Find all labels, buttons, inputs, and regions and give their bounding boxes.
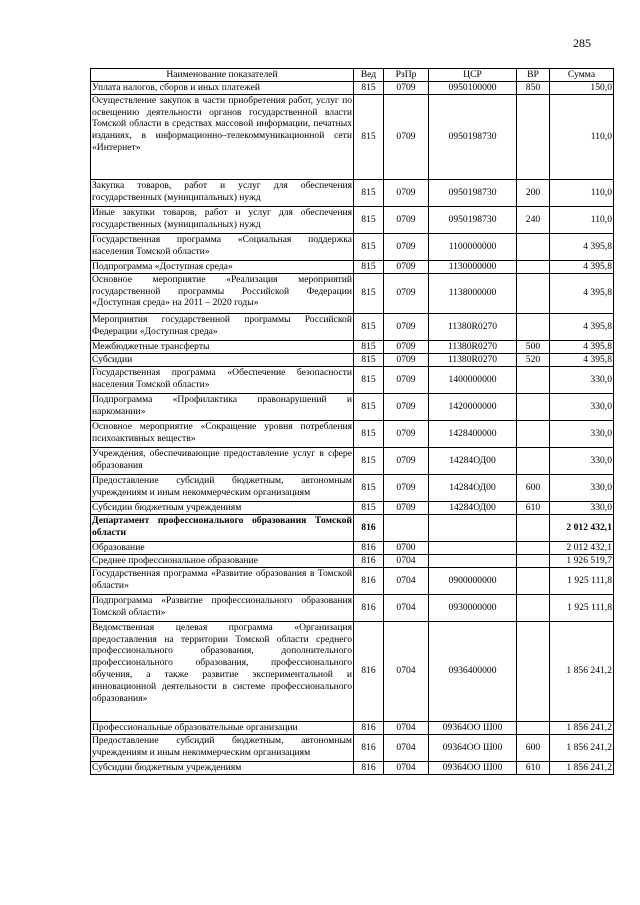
header-ved: Вед (354, 69, 384, 82)
table-row (91, 273, 614, 313)
row-ved-cell: 816 (354, 567, 384, 594)
row-sum-cell: 1 856 241,2 (550, 734, 614, 761)
row-sum-cell: 4 395,8 (550, 353, 614, 366)
row-rzpr-cell: 0709 (384, 420, 429, 447)
row-sum-cell: 1 925 111,8 (550, 567, 614, 594)
row-name-cell: Основное мероприятие «Реализация мероприятий государственной программы Российской Федерации «Доступная среда» на 2011 – 2020 годы» (91, 273, 354, 313)
row-sum-cell: 4 395,8 (550, 260, 614, 273)
row-sum-cell: 330,0 (550, 447, 614, 474)
row-ved-cell: 816 (354, 514, 384, 541)
row-name-cell: Подпрограмма «Развитие профессионального образования Томской области» (91, 594, 354, 621)
row-name-cell: Ведомственная целевая программа «Организация предоставления на территории Томской области среднего профессионального образования, дополнительного профессионального образования, профессионального обучения, а также развитие экспериментальной и инновационной деятельности в системе профессионального образования» (91, 621, 354, 721)
row-rzpr-cell: 0709 (384, 313, 429, 340)
page-number: 285 (573, 36, 591, 50)
table-row (91, 514, 614, 541)
header-rzpr: РзПр (384, 69, 429, 82)
row-rzpr-cell: 0704 (384, 621, 429, 721)
row-rzpr-cell: 0704 (384, 761, 429, 774)
table-row (91, 340, 614, 353)
row-csr-cell (429, 514, 517, 541)
row-vr-cell (517, 541, 550, 554)
header-name: Наименование показателей (91, 69, 354, 82)
row-csr-cell: 0930000000 (429, 594, 517, 621)
row-name-cell: Предоставление субсидий бюджетным, автономным учреждениям и иным некоммерческим организациям (91, 474, 354, 501)
row-csr-cell: 14284ОД00 (429, 501, 517, 514)
row-ved-cell: 815 (354, 260, 384, 273)
row-vr-cell (517, 420, 550, 447)
row-vr-cell (517, 447, 550, 474)
table-header-row (91, 69, 614, 82)
table-row (91, 474, 614, 501)
header-sum: Сумма (550, 69, 614, 82)
row-rzpr-cell: 0700 (384, 541, 429, 554)
row-sum-cell: 4 395,8 (550, 340, 614, 353)
table-row (91, 366, 614, 393)
row-sum-cell: 4 395,8 (550, 313, 614, 340)
row-rzpr-cell: 0704 (384, 734, 429, 761)
row-sum-cell: 330,0 (550, 501, 614, 514)
row-sum-cell: 110,0 (550, 94, 614, 179)
row-ved-cell: 815 (354, 366, 384, 393)
row-vr-cell (517, 514, 550, 541)
row-sum-cell: 1 856 241,2 (550, 721, 614, 734)
table-row (91, 81, 614, 94)
row-sum-cell: 1 925 111,8 (550, 594, 614, 621)
row-ved-cell: 815 (354, 179, 384, 206)
row-vr-cell (517, 393, 550, 420)
row-vr-cell (517, 621, 550, 721)
row-vr-cell: 520 (517, 353, 550, 366)
row-ved-cell: 815 (354, 313, 384, 340)
row-csr-cell: 1428400000 (429, 420, 517, 447)
row-name-cell: Мероприятия государственной программы Российской Федерации «Доступная среда» (91, 313, 354, 340)
row-vr-cell (517, 366, 550, 393)
row-name-cell: Уплата налогов, сборов и иных платежей (91, 81, 354, 94)
row-vr-cell (517, 567, 550, 594)
row-rzpr-cell: 0709 (384, 233, 429, 260)
row-rzpr-cell: 0704 (384, 554, 429, 567)
row-name-cell: Подпрограмма «Профилактика правонарушений и наркомании» (91, 393, 354, 420)
row-sum-cell: 1 856 241,2 (550, 621, 614, 721)
row-ved-cell: 815 (354, 474, 384, 501)
table-row (91, 94, 614, 179)
row-csr-cell: 14284ОД00 (429, 474, 517, 501)
row-sum-cell: 1 926 519,7 (550, 554, 614, 567)
row-csr-cell: 0950100000 (429, 81, 517, 94)
row-name-cell: Департамент профессионального образования Томской области (91, 514, 354, 541)
row-sum-cell: 150,0 (550, 81, 614, 94)
row-rzpr-cell: 0709 (384, 501, 429, 514)
row-name-cell: Государственная программа «Развитие образования в Томской области» (91, 567, 354, 594)
row-rzpr-cell: 0709 (384, 206, 429, 233)
row-csr-cell: 0950198730 (429, 94, 517, 179)
row-csr-cell: 1420000000 (429, 393, 517, 420)
row-csr-cell: 11380R0270 (429, 340, 517, 353)
row-ved-cell: 815 (354, 94, 384, 179)
header-csr: ЦСР (429, 69, 517, 82)
row-sum-cell: 2 012 432,1 (550, 514, 614, 541)
row-vr-cell (517, 273, 550, 313)
table-row (91, 761, 614, 774)
budget-table (90, 68, 614, 775)
row-csr-cell: 14284ОД00 (429, 447, 517, 474)
row-vr-cell (517, 313, 550, 340)
row-ved-cell: 815 (354, 353, 384, 366)
row-name-cell: Образование (91, 541, 354, 554)
row-ved-cell: 816 (354, 761, 384, 774)
row-vr-cell: 500 (517, 340, 550, 353)
row-name-cell: Субсидии бюджетным учреждениям (91, 501, 354, 514)
table-row (91, 567, 614, 594)
row-name-cell: Закупка товаров, работ и услуг для обеспечения государственных (муниципальных) нужд (91, 179, 354, 206)
table-row (91, 554, 614, 567)
row-ved-cell: 815 (354, 420, 384, 447)
table-row (91, 206, 614, 233)
row-ved-cell: 816 (354, 541, 384, 554)
row-vr-cell: 200 (517, 179, 550, 206)
row-rzpr-cell: 0709 (384, 366, 429, 393)
row-name-cell: Иные закупки товаров, работ и услуг для обеспечения государственных (муниципальных) нужд (91, 206, 354, 233)
row-sum-cell: 110,0 (550, 179, 614, 206)
row-vr-cell (517, 233, 550, 260)
row-rzpr-cell: 0709 (384, 447, 429, 474)
row-csr-cell: 1400000000 (429, 366, 517, 393)
row-name-cell: Государственная программа «Обеспечение безопасности населения Томской области» (91, 366, 354, 393)
row-rzpr-cell: 0709 (384, 474, 429, 501)
row-ved-cell: 816 (354, 721, 384, 734)
row-vr-cell: 850 (517, 81, 550, 94)
row-name-cell: Учреждения, обеспечивающие предоставление услуг в сфере образования (91, 447, 354, 474)
row-ved-cell: 815 (354, 393, 384, 420)
row-csr-cell: 1130000000 (429, 260, 517, 273)
row-ved-cell: 816 (354, 621, 384, 721)
row-name-cell: Осуществление закупок в части приобретения работ, услуг по освещению деятельности органов государственной власти Томской области в средствах массовой информации, печатных изданиях, в информационно–телекоммуникационной сети «Интернет» (91, 94, 354, 179)
row-sum-cell: 1 856 241,2 (550, 761, 614, 774)
table-row (91, 734, 614, 761)
table-row (91, 260, 614, 273)
table-row (91, 353, 614, 366)
table-row (91, 721, 614, 734)
row-rzpr-cell: 0704 (384, 594, 429, 621)
row-name-cell: Субсидии (91, 353, 354, 366)
row-rzpr-cell: 0709 (384, 81, 429, 94)
row-csr-cell: 1138000000 (429, 273, 517, 313)
row-rzpr-cell: 0709 (384, 179, 429, 206)
row-vr-cell: 610 (517, 501, 550, 514)
row-ved-cell: 815 (354, 81, 384, 94)
row-name-cell: Предоставление субсидий бюджетным, автономным учреждениям и иным некоммерческим организациям (91, 734, 354, 761)
table-row (91, 233, 614, 260)
row-rzpr-cell: 0704 (384, 567, 429, 594)
row-vr-cell (517, 554, 550, 567)
row-rzpr-cell: 0709 (384, 340, 429, 353)
row-sum-cell: 330,0 (550, 420, 614, 447)
row-rzpr-cell (384, 514, 429, 541)
row-name-cell: Профессиональные образовательные организации (91, 721, 354, 734)
row-ved-cell: 816 (354, 734, 384, 761)
row-vr-cell: 610 (517, 761, 550, 774)
row-vr-cell (517, 94, 550, 179)
row-csr-cell: 11380R0270 (429, 313, 517, 340)
table-row (91, 393, 614, 420)
row-vr-cell (517, 594, 550, 621)
row-rzpr-cell: 0709 (384, 94, 429, 179)
row-rzpr-cell: 0709 (384, 353, 429, 366)
row-name-cell: Государственная программа «Социальная поддержка населения Томской области» (91, 233, 354, 260)
row-vr-cell (517, 260, 550, 273)
table-row (91, 621, 614, 721)
row-csr-cell: 0900000000 (429, 567, 517, 594)
row-vr-cell (517, 721, 550, 734)
row-ved-cell: 815 (354, 501, 384, 514)
table-row (91, 594, 614, 621)
row-rzpr-cell: 0709 (384, 393, 429, 420)
row-ved-cell: 816 (354, 554, 384, 567)
row-csr-cell: 11380R0270 (429, 353, 517, 366)
row-sum-cell: 2 012 432,1 (550, 541, 614, 554)
row-csr-cell: 09364ОО Ш00 (429, 734, 517, 761)
row-ved-cell: 815 (354, 206, 384, 233)
row-rzpr-cell: 0704 (384, 721, 429, 734)
row-name-cell: Среднее профессиональное образование (91, 554, 354, 567)
table-row (91, 541, 614, 554)
row-csr-cell: 09364ОО Ш00 (429, 721, 517, 734)
header-vr: ВР (517, 69, 550, 82)
table-row (91, 501, 614, 514)
row-ved-cell: 815 (354, 340, 384, 353)
row-vr-cell: 600 (517, 734, 550, 761)
row-name-cell: Основное мероприятие «Сокращение уровня потребления психоактивных веществ» (91, 420, 354, 447)
row-vr-cell: 600 (517, 474, 550, 501)
row-csr-cell: 0950198730 (429, 206, 517, 233)
row-csr-cell: 1100000000 (429, 233, 517, 260)
table-row (91, 179, 614, 206)
row-sum-cell: 330,0 (550, 393, 614, 420)
row-sum-cell: 330,0 (550, 474, 614, 501)
row-ved-cell: 815 (354, 273, 384, 313)
row-ved-cell: 815 (354, 447, 384, 474)
row-name-cell: Межбюджетные трансферты (91, 340, 354, 353)
row-csr-cell: 09364ОО Ш00 (429, 761, 517, 774)
row-vr-cell: 240 (517, 206, 550, 233)
row-ved-cell: 815 (354, 233, 384, 260)
table-row (91, 447, 614, 474)
row-sum-cell: 4 395,8 (550, 273, 614, 313)
table-row (91, 420, 614, 447)
table-row (91, 313, 614, 340)
row-rzpr-cell: 0709 (384, 273, 429, 313)
row-csr-cell: 0950198730 (429, 179, 517, 206)
row-ved-cell: 816 (354, 594, 384, 621)
row-sum-cell: 330,0 (550, 366, 614, 393)
row-rzpr-cell: 0709 (384, 260, 429, 273)
row-name-cell: Подпрограмма «Доступная среда» (91, 260, 354, 273)
row-csr-cell (429, 554, 517, 567)
row-csr-cell (429, 541, 517, 554)
row-sum-cell: 4 395,8 (550, 233, 614, 260)
row-sum-cell: 110,0 (550, 206, 614, 233)
row-name-cell: Субсидии бюджетным учреждениям (91, 761, 354, 774)
row-csr-cell: 0936400000 (429, 621, 517, 721)
